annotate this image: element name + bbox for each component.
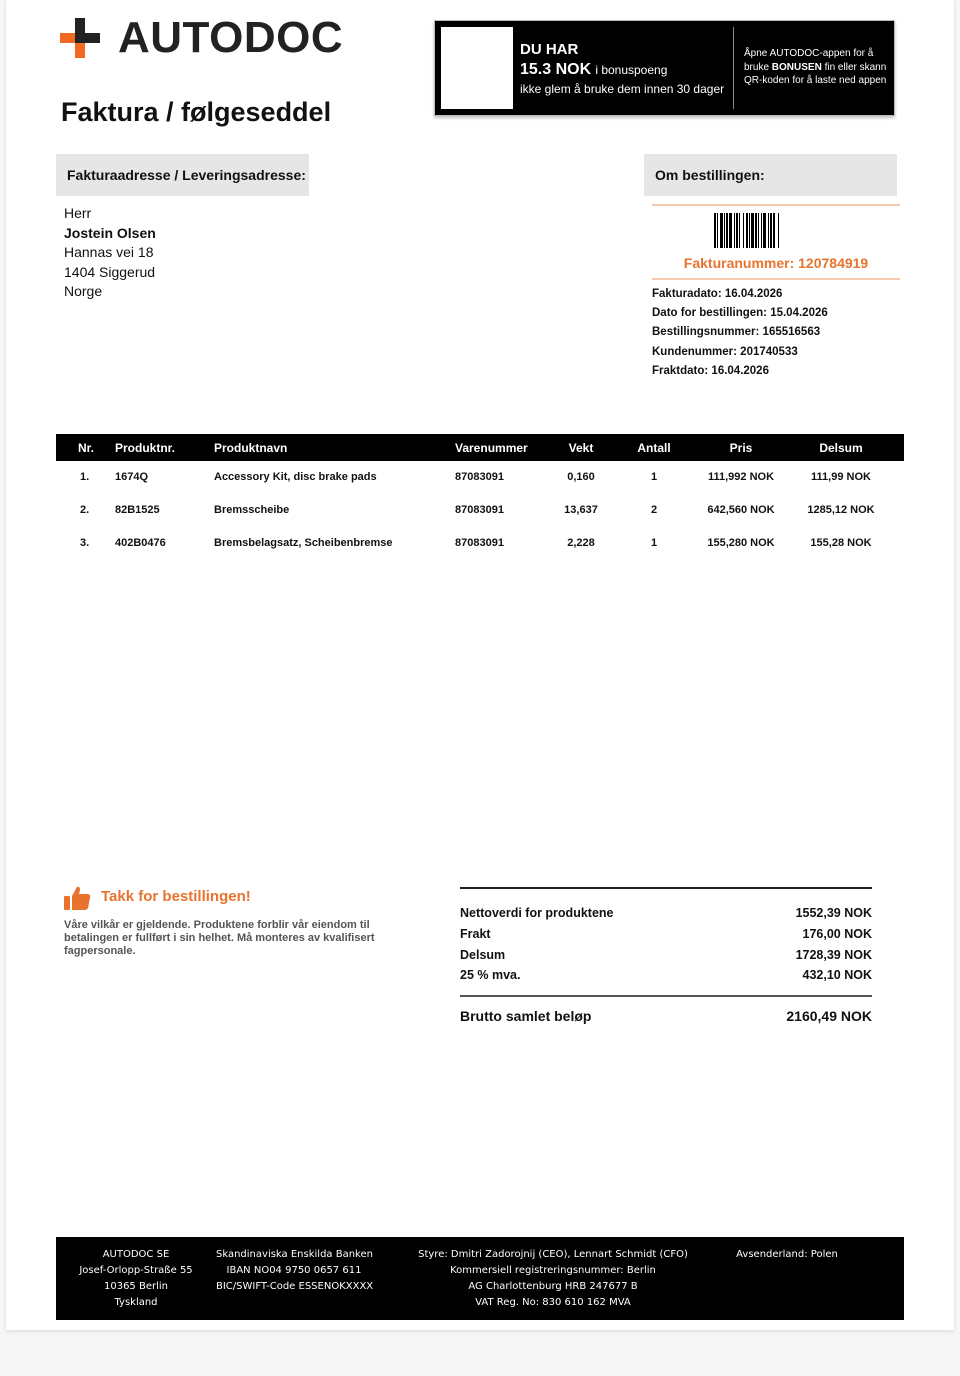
autodoc-logo-text: AUTODOC	[118, 13, 344, 62]
table-row	[56, 461, 904, 494]
footer-line: AUTODOC SE	[102, 1249, 170, 1260]
barcode-icon	[714, 213, 831, 248]
autodoc-logo-icon	[60, 18, 100, 58]
cell-price: 155,280 NOK	[707, 537, 775, 549]
bonus-banner	[434, 20, 895, 116]
cell-product-name: Bremsscheibe	[214, 504, 290, 516]
qr-code-placeholder[interactable]	[441, 27, 513, 109]
cell-product-no: 82B1525	[115, 504, 160, 516]
cell-subtotal: 1285,12 NOK	[807, 504, 875, 516]
totals-value: 1728,39 NOK	[795, 948, 872, 962]
customer-name: Jostein Olsen	[64, 224, 156, 241]
salutation: Herr	[64, 205, 92, 221]
document-title: Faktura / følgeseddel	[61, 97, 332, 127]
table-header	[56, 434, 904, 461]
footer-line: IBAN NO04 9750 0657 611	[226, 1265, 362, 1276]
footer-sender-country	[724, 1247, 850, 1263]
grand-total-label: Brutto samlet beløp	[460, 1008, 592, 1024]
street: Hannas vei 18	[64, 244, 154, 260]
billing-address	[64, 204, 156, 302]
bonus-amount-line	[520, 60, 667, 80]
totals-value: 1552,39 NOK	[795, 906, 872, 920]
address-header: Fakturaadresse / Leveringsadresse:	[56, 154, 309, 196]
footer-registration	[406, 1247, 700, 1311]
cell-product-no: 402B0476	[115, 537, 166, 549]
cell-product-name: Accessory Kit, disc brake pads	[214, 471, 377, 483]
totals-row-subtotal	[460, 947, 872, 963]
totals-label: Frakt	[460, 927, 491, 941]
order-number: Bestillingsnummer: 165516563	[652, 326, 821, 339]
totals-row-net	[460, 905, 872, 921]
footer-line: Styre: Dmitri Zadorojnij (CEO), Lennart Schmidt (CFO)	[418, 1249, 688, 1260]
cell-subtotal: 155,28 NOK	[810, 537, 872, 549]
footer-line: Skandinaviska Enskilda Banken	[216, 1249, 373, 1260]
footer-line: Josef-Orlopp-Straße 55	[79, 1265, 193, 1276]
totals-label: Delsum	[460, 948, 506, 962]
bonus-divider	[733, 27, 734, 109]
products-table	[56, 434, 904, 560]
cell-price: 111,992 NOK	[707, 471, 775, 483]
app-download-text: Åpne AUTODOC-appen for å bruke BONUSEN fin eller skann QR-koden for å laste ned appen	[744, 48, 887, 86]
order-header: Om bestillingen:	[644, 154, 897, 196]
order-details	[652, 285, 828, 381]
totals-value: 176,00 NOK	[802, 927, 872, 941]
footer-line: BIC/SWIFT-Code ESSENOKXXXX	[216, 1281, 374, 1292]
grand-total-value: 2160,49 NOK	[786, 1008, 872, 1024]
footer-line: Tyskland	[114, 1297, 158, 1308]
totals-row-vat	[460, 967, 872, 983]
cell-quantity: 2	[650, 504, 658, 516]
thanks-title: Takk for bestillingen!	[101, 888, 251, 905]
col-product-no: Produktnr.	[115, 441, 176, 455]
cell-quantity: 1	[650, 537, 658, 549]
col-quantity: Antall	[637, 441, 671, 455]
footer-line: VAT Reg. No: 830 610 162 MVA	[475, 1297, 631, 1308]
thumbs-up-icon	[63, 884, 91, 912]
invoice-page	[6, 0, 954, 1330]
footer-line: 10365 Berlin	[103, 1281, 168, 1292]
bonus-heading: DU HAR	[520, 41, 579, 58]
totals-label: 25 % mva.	[460, 968, 521, 982]
cell-nr: 2.	[80, 504, 90, 516]
col-nr: Nr.	[78, 441, 95, 455]
cell-item-no: 87083091	[455, 537, 504, 549]
table-row	[56, 494, 904, 527]
cell-item-no: 87083091	[455, 471, 504, 483]
shipping-date: Fraktdato: 16.04.2026	[652, 364, 769, 377]
footer-bank	[216, 1247, 372, 1295]
cell-product-name: Bremsbelagsatz, Scheibenbremse	[214, 537, 393, 549]
col-weight: Vekt	[568, 441, 594, 455]
footer-line: AG Charlottenburg HRB 247677 B	[468, 1281, 638, 1292]
totals-divider-top	[460, 887, 872, 889]
cell-product-no: 1674Q	[115, 471, 149, 483]
cell-weight: 0,160	[567, 471, 595, 483]
totals-row-shipping	[460, 926, 872, 942]
cell-nr: 3.	[80, 537, 90, 549]
footer-line: Kommersiell registreringsnummer: Berlin	[450, 1265, 656, 1276]
order-date: Dato for bestillingen: 15.04.2026	[652, 307, 828, 320]
terms-text: Våre vilkår er gjeldende. Produktene forblir vår eiendom til betalingen er fullført i sin helhet. Må monteres av kvalifisert fagpersonale.	[64, 919, 375, 957]
city: 1404 Siggerud	[64, 263, 156, 280]
country: Norge	[64, 283, 103, 299]
cell-quantity: 1	[650, 471, 658, 483]
totals-label: Nettoverdi for produktene	[460, 906, 614, 920]
customer-number: Kundenummer: 201740533	[652, 345, 798, 358]
table-row	[56, 527, 904, 560]
cell-weight: 13,637	[564, 504, 598, 516]
totals-divider-bottom	[460, 995, 872, 997]
bonus-amount-suffix: i bonuspoeng	[595, 63, 668, 77]
bonus-amount: 15.3 NOK	[520, 61, 592, 78]
order-divider-top	[652, 204, 900, 206]
grand-total	[460, 1007, 872, 1025]
company-footer	[56, 1237, 904, 1320]
bonus-reminder: ikke glem å bruke dem innen 30 dager	[520, 82, 725, 96]
col-subtotal: Delsum	[819, 441, 863, 455]
footer-line: Avsenderland: Polen	[736, 1249, 838, 1260]
invoice-date: Fakturadato: 16.04.2026	[652, 288, 783, 300]
totals-value: 432,10 NOK	[802, 968, 872, 982]
invoice-number: Fakturanummer: 120784919	[683, 255, 869, 271]
cell-price: 642,560 NOK	[707, 504, 775, 516]
cell-nr: 1.	[80, 471, 90, 483]
order-divider-bottom	[652, 278, 900, 280]
footer-company	[70, 1247, 202, 1311]
col-item-no: Varenummer	[455, 441, 528, 455]
col-price: Pris	[729, 441, 753, 455]
cell-weight: 2,228	[567, 537, 595, 549]
cell-item-no: 87083091	[455, 504, 504, 516]
col-product-name: Produktnavn	[214, 441, 288, 455]
cell-subtotal: 111,99 NOK	[811, 471, 871, 483]
